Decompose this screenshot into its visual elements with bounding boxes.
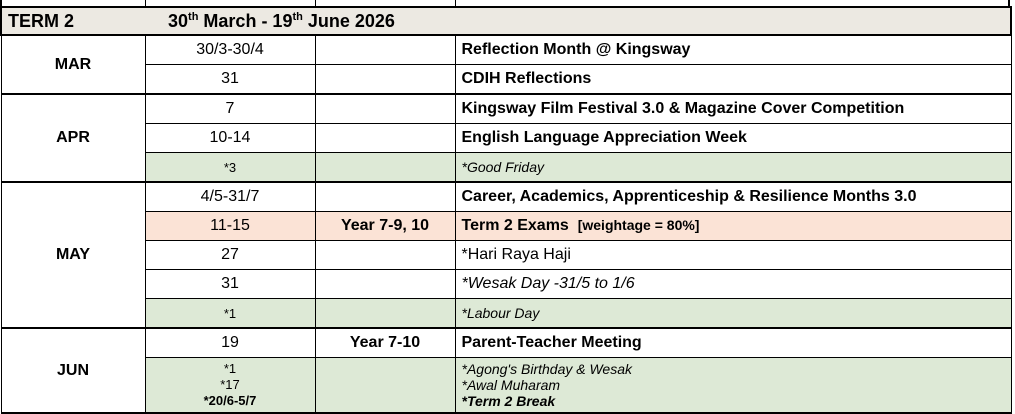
term-label: TERM 2 xyxy=(8,10,75,31)
table-row xyxy=(1,124,1011,153)
term-calendar-table xyxy=(0,6,1012,414)
term-header xyxy=(1,7,1011,35)
date-line: *17 xyxy=(220,377,240,392)
month-cell-apr: APR xyxy=(1,94,145,182)
year-cell xyxy=(315,182,455,212)
year-cell xyxy=(315,65,455,95)
exam-row xyxy=(1,212,1011,241)
year-cell xyxy=(315,124,455,153)
year-cell: Year 7-10 xyxy=(315,328,455,358)
event-cell xyxy=(455,212,1011,241)
event-cell: Parent-Teacher Meeting xyxy=(455,328,1011,358)
date-cell: 11-15 xyxy=(145,212,315,241)
event-line: *Term 2 Break xyxy=(461,393,556,409)
term-header-row xyxy=(1,7,1011,35)
holiday-row xyxy=(1,153,1011,183)
date-cell: 31 xyxy=(145,65,315,95)
year-cell xyxy=(315,358,455,414)
table-row xyxy=(1,94,1011,124)
event-cell: *Labour Day xyxy=(455,299,1011,329)
event-cell: English Language Appreciation Week xyxy=(455,124,1011,153)
event-cell: *Wesak Day -31/5 to 1/6 xyxy=(455,270,1011,299)
date-cell: *3 xyxy=(145,153,315,183)
year-cell xyxy=(315,241,455,270)
event-cell: *Hari Raya Haji xyxy=(455,241,1011,270)
month-cell-may: MAY xyxy=(1,182,145,328)
event-cell: *Good Friday xyxy=(455,153,1011,183)
event-cell: Kingsway Film Festival 3.0 & Magazine Cover Competition xyxy=(455,94,1011,124)
date-cell: 19 xyxy=(145,328,315,358)
year-cell xyxy=(315,94,455,124)
holiday-row xyxy=(1,299,1011,329)
term-start-day: 30 xyxy=(168,10,189,31)
table-row xyxy=(1,65,1011,95)
date-line: *20/6-5/7 xyxy=(203,393,257,408)
exam-weightage: [weightage = 80%] xyxy=(577,217,700,233)
event-cell: Career, Academics, Apprenticeship & Resilience Months 3.0 xyxy=(455,182,1011,212)
date-cell: 4/5-31/7 xyxy=(145,182,315,212)
year-cell xyxy=(315,270,455,299)
date-line: *1 xyxy=(223,361,237,376)
term-date-end: June 2026 xyxy=(302,10,395,31)
date-cell: 30/3-30/4 xyxy=(145,35,315,65)
event-line: *Awal Muharam xyxy=(461,377,561,393)
exam-label: Term 2 Exams xyxy=(461,217,569,234)
event-cell: CDIH Reflections xyxy=(455,65,1011,95)
year-cell: Year 7-9, 10 xyxy=(315,212,455,241)
month-cell-jun: JUN xyxy=(1,328,145,413)
month-cell-mar: MAR xyxy=(1,35,145,94)
date-cell: *1 xyxy=(145,299,315,329)
term-start-suffix: th xyxy=(188,10,199,23)
table-row xyxy=(1,270,1011,299)
table-row xyxy=(1,328,1011,358)
term-end-suffix: th xyxy=(292,10,303,23)
date-cell: 31 xyxy=(145,270,315,299)
holiday-row xyxy=(1,358,1011,414)
event-cell xyxy=(455,358,1011,414)
year-cell xyxy=(315,153,455,183)
date-cell: 10-14 xyxy=(145,124,315,153)
date-cell xyxy=(145,358,315,414)
year-cell xyxy=(315,35,455,65)
date-cell: 27 xyxy=(145,241,315,270)
term-date-middle: March - 19 xyxy=(198,10,293,31)
table-row xyxy=(1,241,1011,270)
table-row xyxy=(1,182,1011,212)
event-line: *Agong's Birthday & Wesak xyxy=(461,361,633,377)
table-row xyxy=(1,35,1011,65)
date-cell: 7 xyxy=(145,94,315,124)
event-cell: Reflection Month @ Kingsway xyxy=(455,35,1011,65)
year-cell xyxy=(315,299,455,329)
